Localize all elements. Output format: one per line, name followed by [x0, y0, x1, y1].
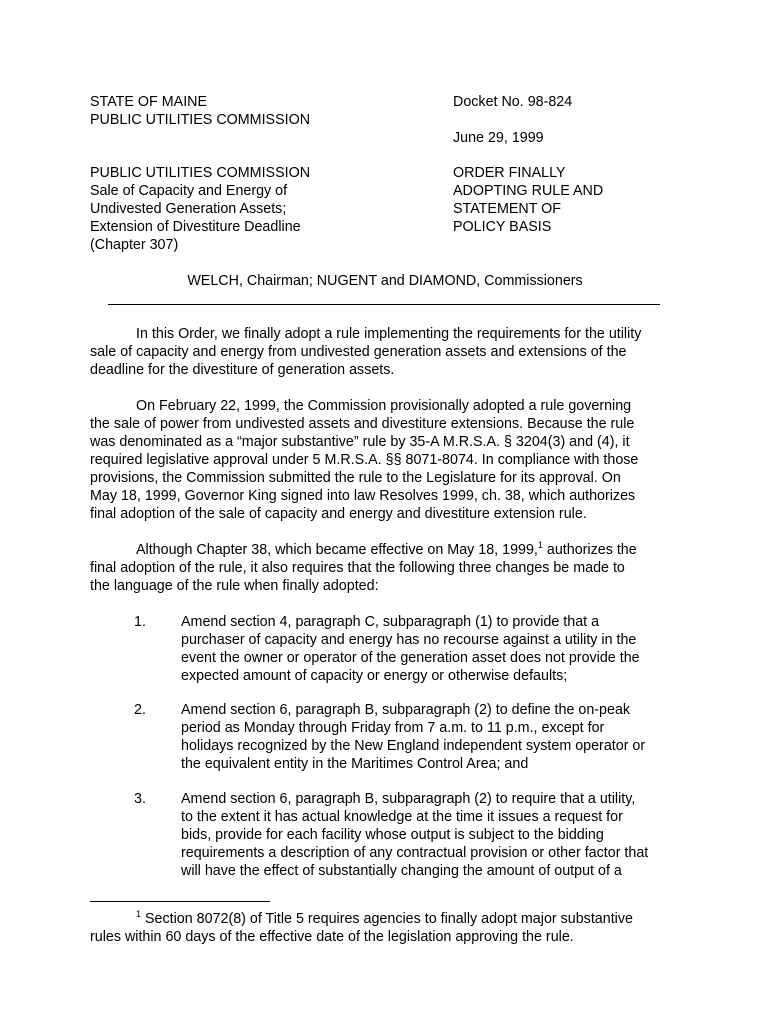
text-line: event the owner or operator of the generation asset does not provide the	[181, 650, 640, 666]
list-number: 2.	[134, 702, 146, 718]
text-line: Amend section 4, paragraph C, subparagraph (1) to provide that a	[181, 614, 600, 630]
text-line: On February 22, 1999, the Commission provisionally adopted a rule governing	[136, 398, 632, 414]
caption-line: Undivested Generation Assets;	[90, 201, 287, 217]
text-line: expected amount of capacity or energy or otherwise defaults;	[181, 668, 568, 684]
text-line: bids, provide for each facility whose output is subject to the bidding	[181, 827, 604, 843]
order-title-line: ORDER FINALLY	[453, 165, 566, 181]
divider-rule	[108, 304, 660, 305]
text-line: Amend section 6, paragraph B, subparagraph (2) to define the on-peak	[181, 702, 631, 718]
list-item	[181, 790, 648, 880]
state-label: STATE OF MAINE	[90, 94, 208, 110]
text-line: required legislative approval under 5 M.R.S.A. §§ 8071-8074. In compliance with those	[90, 452, 639, 468]
caption-line: (Chapter 307)	[90, 237, 179, 253]
header-left	[90, 93, 310, 129]
text-line: final adoption of the rule, it also requires that the following three changes be made to	[90, 560, 625, 576]
header-right	[453, 93, 572, 147]
text-line: Amend section 6, paragraph B, subparagraph (2) to require that a utility,	[181, 791, 636, 807]
list-number: 3.	[134, 791, 146, 807]
order-date: June 29, 1999	[453, 130, 544, 146]
caption-line: Extension of Divestiture Deadline	[90, 219, 301, 235]
text-line: will have the effect of substantially changing the amount of output of a	[181, 863, 622, 879]
order-title	[453, 164, 603, 236]
text-line: sale of capacity and energy from undivested generation assets and extensions of the	[90, 344, 627, 360]
text-line: requirements a description of any contractual provision or other factor that	[181, 845, 649, 861]
text-line: to the extent it has actual knowledge at the time it issues a request for	[181, 809, 623, 825]
case-caption	[90, 164, 310, 254]
text-line: In this Order, we finally adopt a rule implementing the requirements for the utility	[136, 326, 642, 342]
commissioners-line: WELCH, Chairman; NUGENT and DIAMOND, Commissioners	[187, 273, 583, 289]
caption-line: PUBLIC UTILITIES COMMISSION	[90, 165, 311, 181]
text-line: Section 8072(8) of Title 5 requires agencies to finally adopt major substantive	[141, 911, 633, 927]
order-title-line: STATEMENT OF	[453, 201, 562, 217]
text-line: May 18, 1999, Governor King signed into law Resolves 1999, ch. 38, which authorizes	[90, 488, 636, 504]
list-number: 1.	[134, 614, 146, 630]
paragraph-background	[90, 397, 682, 523]
order-title-line: ADOPTING RULE AND	[453, 183, 604, 199]
caption-line: Sale of Capacity and Energy of	[90, 183, 288, 199]
text-line: provisions, the Commission submitted the rule to the Legislature for its approval. On	[90, 470, 621, 486]
text-line: purchaser of capacity and energy has no recourse against a utility in the	[181, 632, 637, 648]
footnote-mark: 1	[136, 909, 142, 920]
list-item	[181, 701, 645, 773]
text-line: authorizes the	[542, 542, 637, 558]
text-line: deadline for the divestiture of generation assets.	[90, 362, 395, 378]
footnote	[90, 910, 633, 946]
text-line: Although Chapter 38, which became effective on May 18, 1999,	[136, 542, 538, 558]
commission-label: PUBLIC UTILITIES COMMISSION	[90, 112, 311, 128]
order-title-line: POLICY BASIS	[453, 219, 552, 235]
docket-number: Docket No. 98-824	[453, 94, 573, 110]
text-line: the sale of power from undivested assets and divestiture extensions. Because the rule	[90, 416, 635, 432]
text-line: period as Monday through Friday from 7 a.m. to 11 p.m., except for	[181, 720, 605, 736]
text-line: holidays recognized by the New England independent system operator or	[181, 738, 646, 754]
text-line: final adoption of the sale of capacity and energy and divestiture extension rule.	[90, 506, 587, 522]
text-line: the equivalent entity in the Maritimes Control Area; and	[181, 756, 529, 772]
footnote-reference[interactable]: 1	[537, 540, 543, 551]
footnote-rule	[90, 901, 270, 902]
paragraph-changes	[90, 541, 682, 595]
text-line: rules within 60 days of the effective date of the legislation approving the rule.	[90, 929, 574, 945]
list-item	[181, 613, 640, 685]
text-line: the language of the rule when finally adopted:	[90, 578, 379, 594]
text-line: was denominated as a “major substantive” rule by 35-A M.R.S.A. § 3204(3) and (4), it	[90, 434, 630, 450]
paragraph-intro	[90, 325, 682, 379]
